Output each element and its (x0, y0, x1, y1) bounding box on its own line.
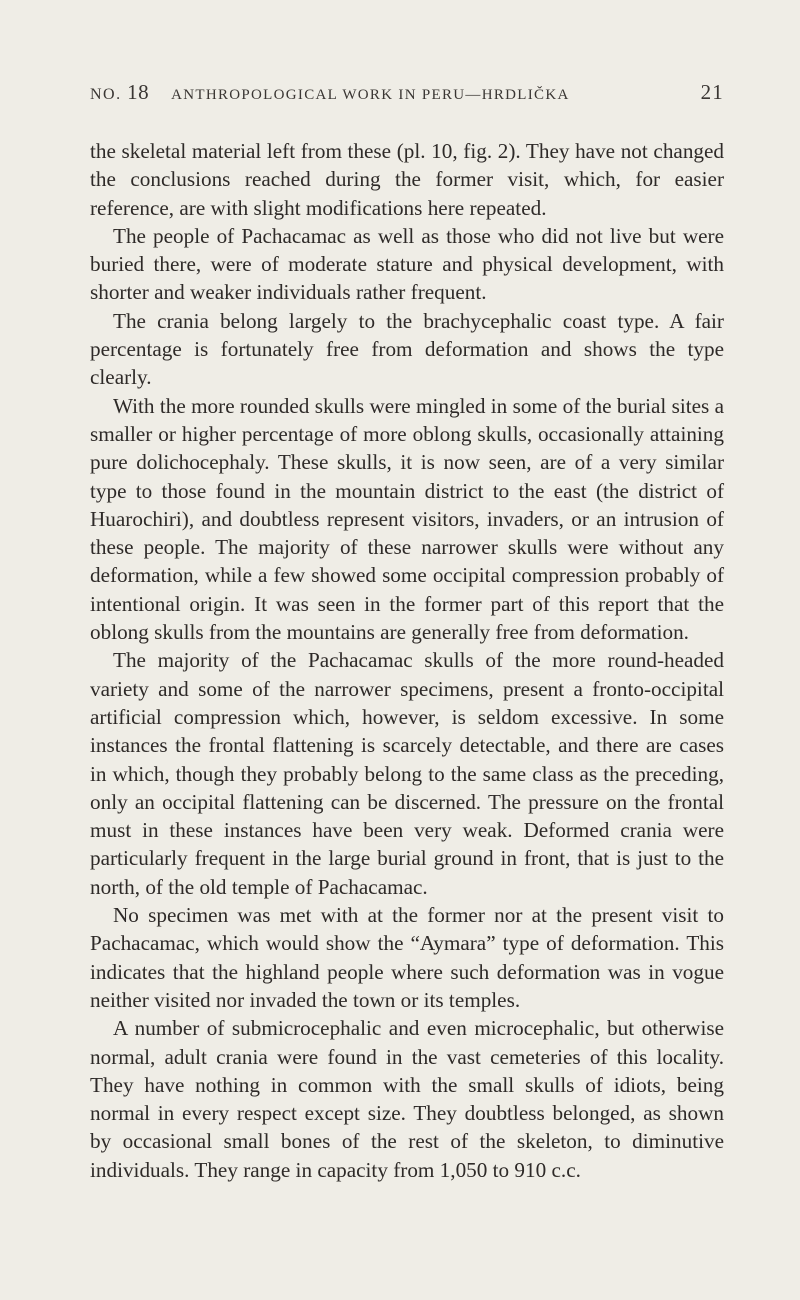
paragraph: A number of submicrocephalic and even microcephalic, but otherwise normal, adult crania were found in the vast cemeteries of this locality. They have nothing in common with the small skulls of idiots, being normal in every respect except size. They doubtless belonged, as shown by occasional small bones of the rest of the skeleton, to diminutive individuals. They range in capacity from 1,050 to 910 c.c. (90, 1016, 724, 1182)
series-label (90, 80, 149, 105)
paragraph: No specimen was met with at the former nor at the present visit to Pachacamac, which would show the “Aymara” type of deformation. This indicates that the highland people where such deformation was in vogue neither visited nor invaded the town or its temples. (90, 903, 724, 1012)
paragraph: With the more rounded skulls were mingled in some of the burial sites a smaller or higher percentage of more oblong skulls, occasionally attaining pure dolichocephaly. These skulls, it is now seen, are of a very similar type to those found in the mountain district to the east (the district of Huarochiri), and doubtless represent visitors, invaders, or an intrusion of these people. The majority of these narrower skulls were without any deformation, while a few showed some occipital compression probably of intentional origin. It was seen in the former part of this report that the oblong skulls from the mountains are generally free from deformation. (90, 393, 724, 645)
body-text (90, 137, 724, 1184)
series-number: 18 (127, 80, 150, 104)
paragraph: The crania belong largely to the brachycephalic coast type. A fair percentage is fortunately free from deformation and shows the type clearly. (90, 308, 724, 390)
paragraph: The majority of the Pachacamac skulls of the more round-headed variety and some of the narrower specimens, present a fronto-occipital artificial compression which, however, is seldom excessive. In some instances the frontal flattening is scarcely detectable, and there are cases in which, though they probably belong to the same class as the preceding, only an occipital flattening can be discerned. The pressure on the frontal must in these instances have been very weak. Deformed crania were particularly frequent in the large burial ground in front, that is just to the north, of the old temple of Pachacamac. (90, 648, 724, 899)
paragraph: The people of Pachacamac as well as those who did not live but were buried there, were of moderate stature and physical development, with shorter and weaker individuals rather frequent. (90, 223, 724, 305)
page-number: 21 (700, 80, 724, 104)
running-head (90, 80, 724, 110)
series-prefix: NO. (90, 86, 122, 103)
paragraph: the skeletal material left from these (pl. 10, fig. 2). They have not changed the conclusions reached during the former visit, which, for easier reference, are with slight modifications here repeated. (90, 139, 724, 220)
running-title: ANTHROPOLOGICAL WORK IN PERU—HRDLIČKA (171, 87, 570, 103)
